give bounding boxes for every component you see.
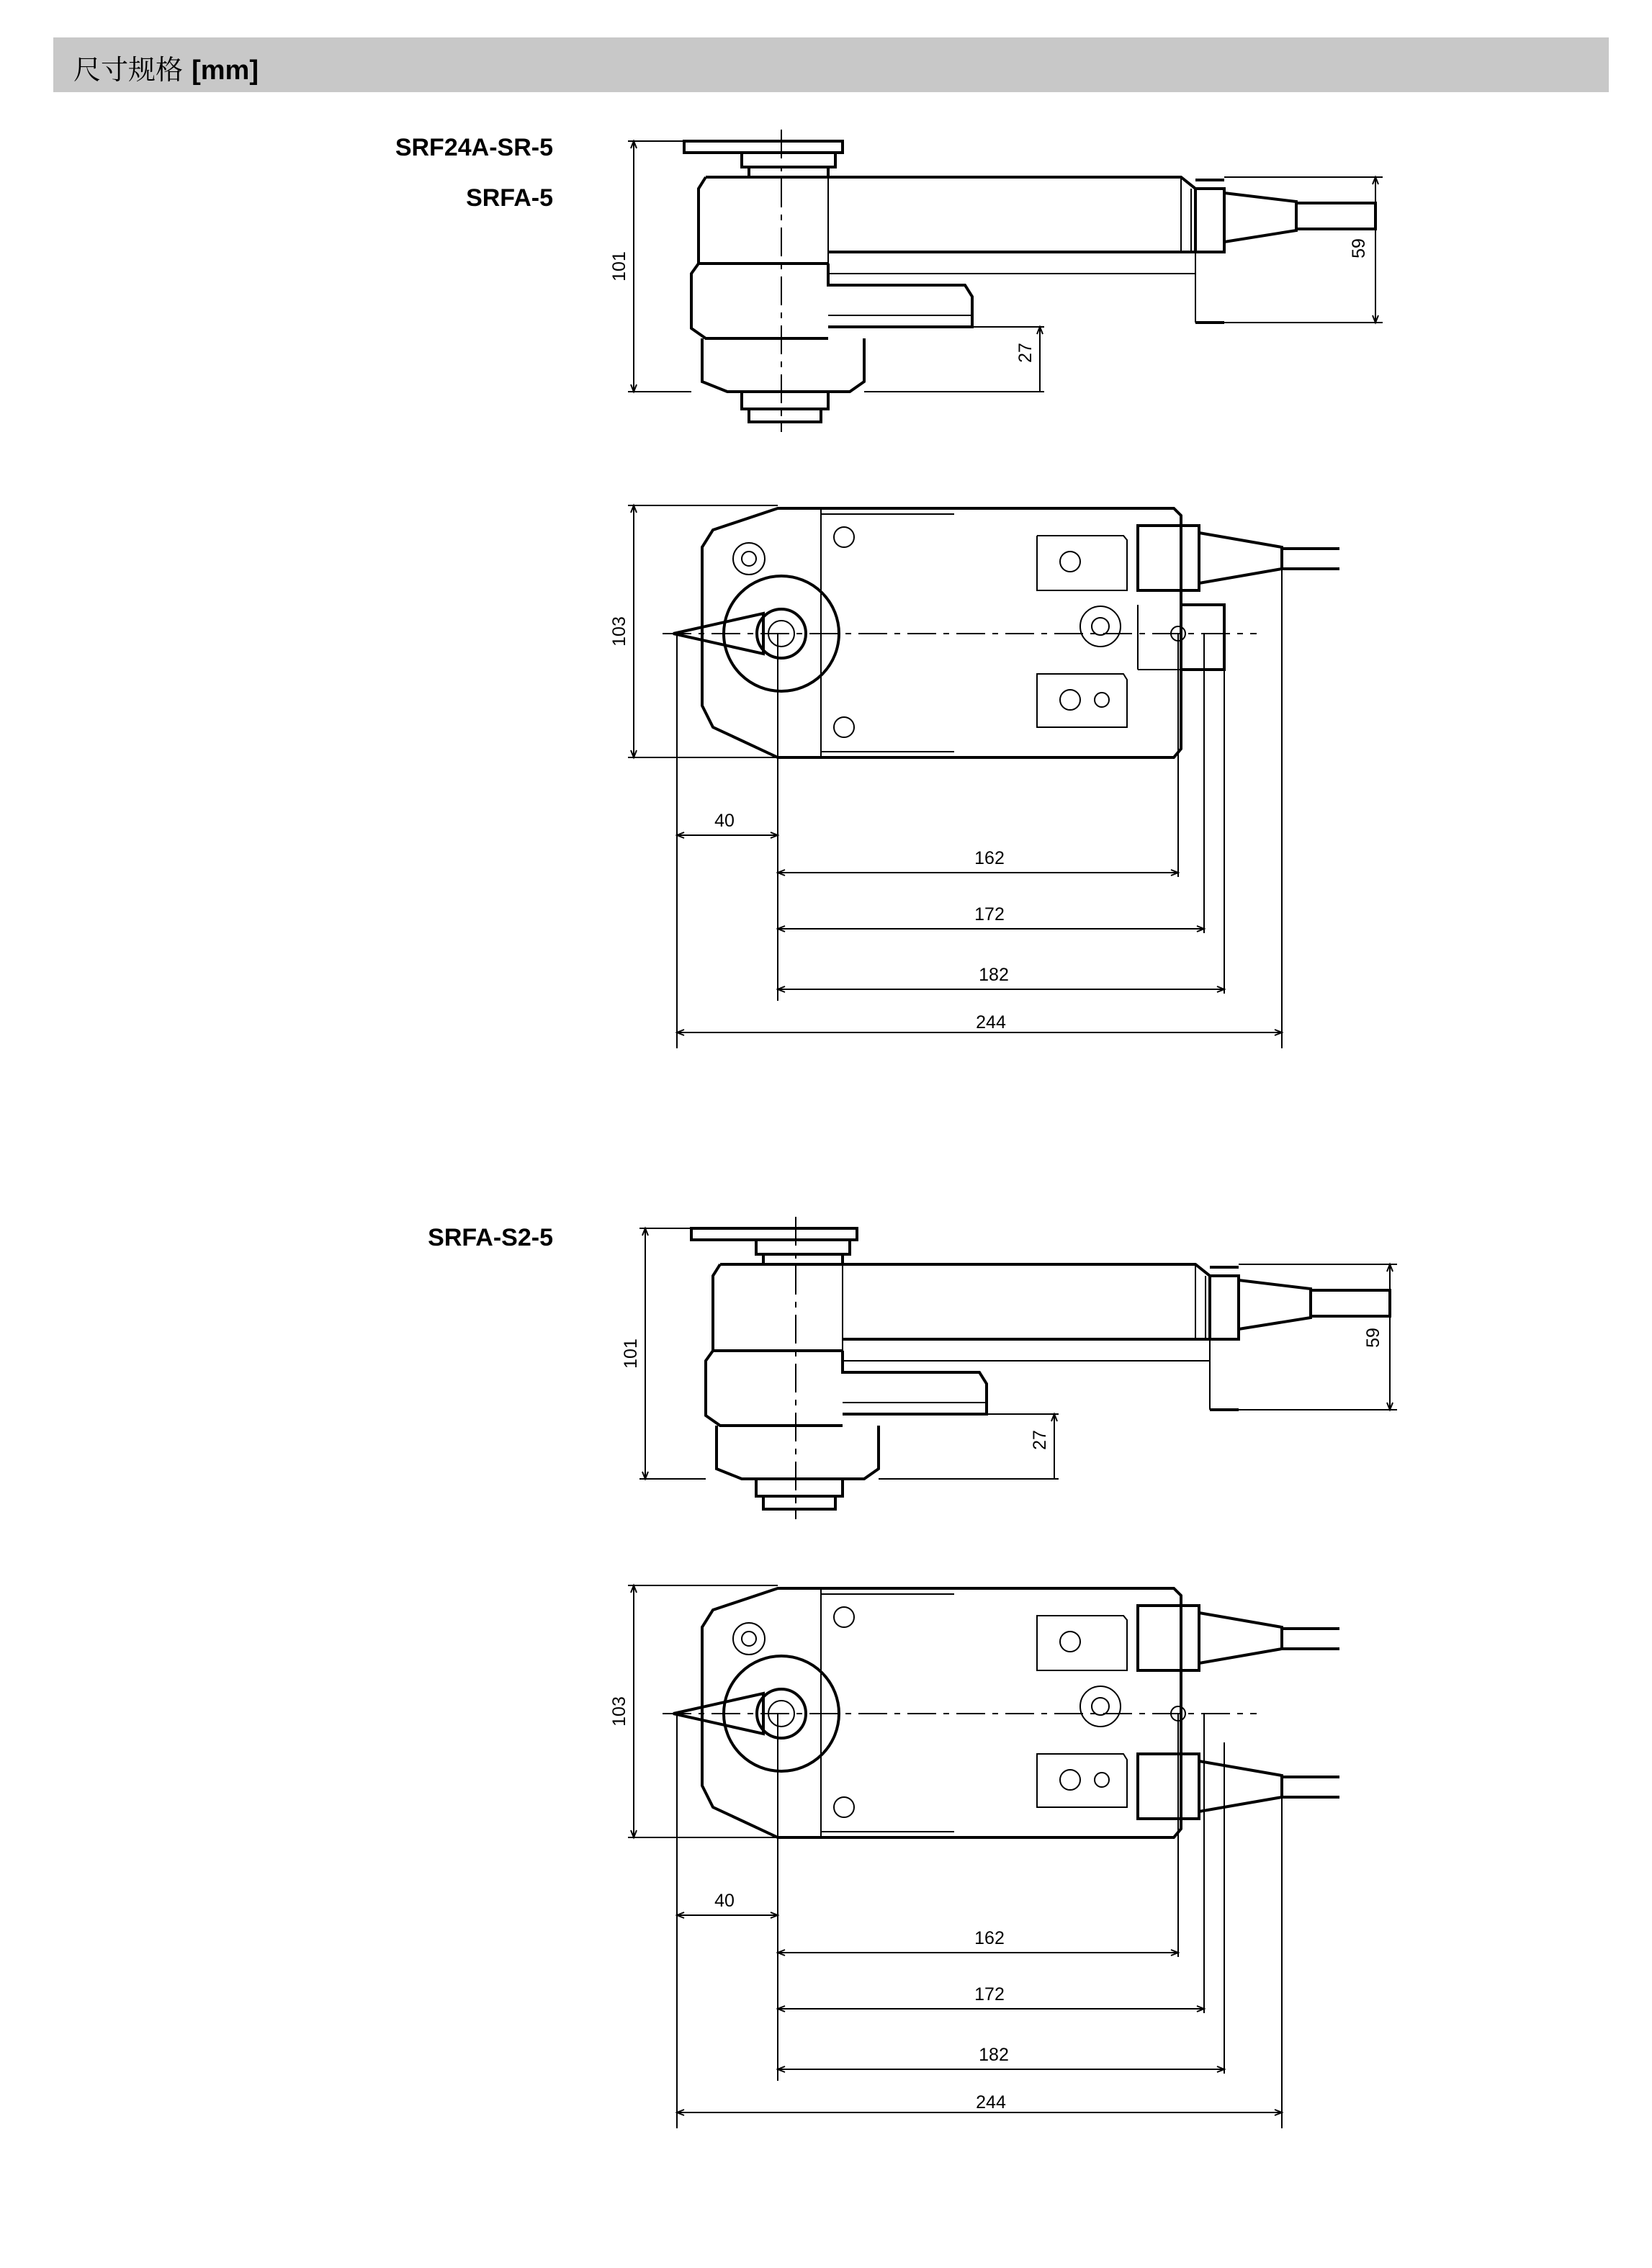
- dim-top-244-1: 244: [976, 1012, 1006, 1032]
- dim-top-162-1: 162: [974, 848, 1005, 868]
- dim-side-right-height-2: 59: [1363, 1328, 1383, 1348]
- dim-side-right-height-1: 59: [1349, 238, 1369, 258]
- dim-side-offset-1: 27: [1015, 343, 1036, 363]
- dim-side-height-1: 101: [609, 251, 629, 282]
- dim-top-182-2: 182: [979, 2045, 1009, 2065]
- dim-top-182-1: 182: [979, 965, 1009, 985]
- dim-top-172-1: 172: [974, 904, 1005, 924]
- side-view-2: [621, 1217, 1397, 1519]
- model-label-srfa-5: SRFA-5: [466, 184, 553, 212]
- dim-side-offset-2: 27: [1030, 1430, 1050, 1450]
- side-view-1: [609, 130, 1383, 432]
- top-view-2: [609, 1585, 1339, 2128]
- model-label-srfa-s2-5: SRFA-S2-5: [428, 1224, 553, 1251]
- dim-side-height-2: 101: [621, 1338, 641, 1369]
- dim-top-height-1: 103: [609, 616, 629, 647]
- section-title: 尺寸规格 [mm]: [73, 54, 259, 86]
- dim-top-172-2: 172: [974, 1984, 1005, 2004]
- dim-top-height-2: 103: [609, 1696, 629, 1727]
- model-label-srf24a-sr-5: SRF24A-SR-5: [395, 134, 553, 161]
- dim-top-40-1: 40: [714, 811, 735, 831]
- dim-top-244-2: 244: [976, 2092, 1006, 2112]
- dim-top-162-2: 162: [974, 1928, 1005, 1948]
- top-view-1: [609, 505, 1339, 1048]
- dim-top-40-2: 40: [714, 1891, 735, 1911]
